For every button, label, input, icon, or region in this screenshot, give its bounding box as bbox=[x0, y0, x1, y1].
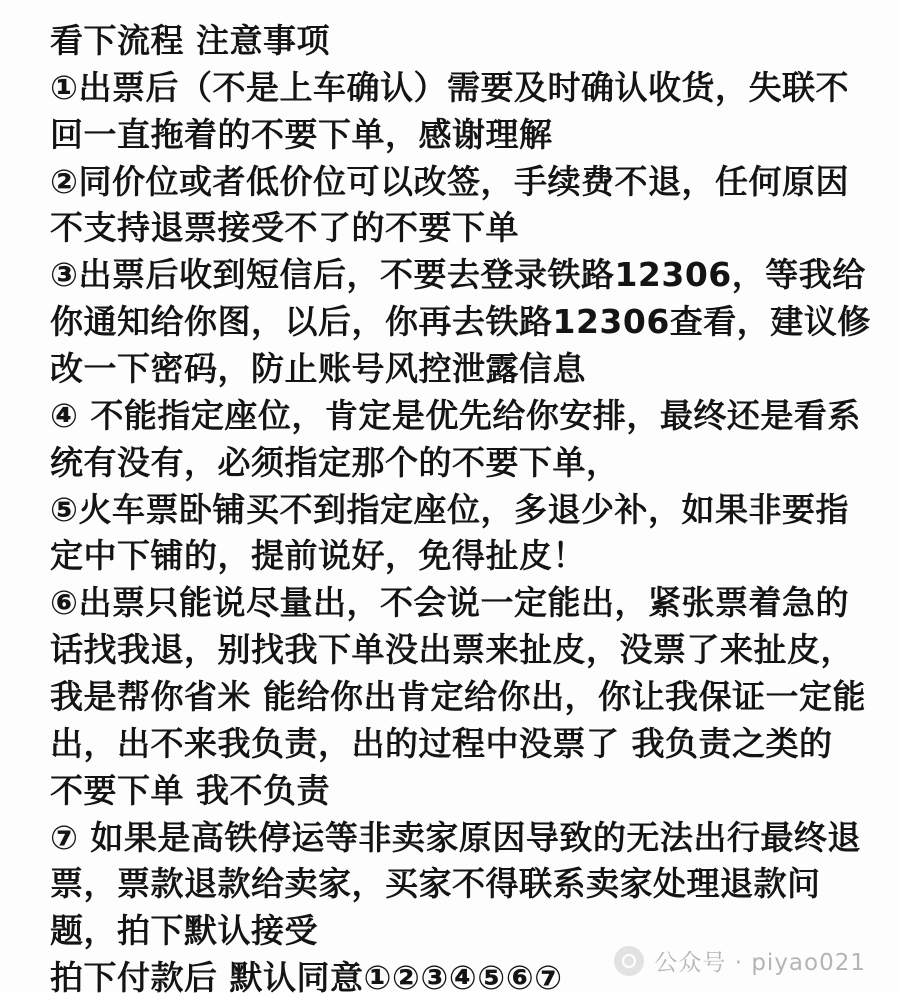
notice-item-5: ⑤火车票卧铺买不到指定座位，多退少补，如果非要指定中下铺的，提前说好，免得扯皮！ bbox=[50, 489, 849, 576]
account-badge-icon bbox=[614, 946, 644, 976]
notice-item-4: ④ 不能指定座位，肯定是优先给你安排，最终还是看系统有没有，必须指定那个的不要下单， bbox=[50, 395, 861, 482]
notice-item-1: ①出票后（不是上车确认）需要及时确认收货，失联不回一直拖着的不要下单，感谢理解 bbox=[50, 67, 849, 154]
watermark-text: 公众号 · piyao021 bbox=[654, 950, 866, 976]
notice-heading: 看下流程 注意事项 bbox=[50, 21, 330, 60]
notice-item-6: ⑥出票只能说尽量出，不会说一定能出，紧张票着急的话找我退，别找我下单没出票来扯皮，没票了来扯皮，我是帮你省米 能给你出肯定给你出，你让我保证一定能出，出不来我负责，出的过程中没票了 我负责之类的 不要下单 我不负责 bbox=[50, 583, 866, 810]
notice-item-7: ⑦ 如果是高铁停运等非卖家原因导致的无法出行最终退票，票款退款给卖家，买家不得联系卖家处理退款问题，拍下默认接受 bbox=[50, 817, 861, 951]
notice-footer: 拍下付款后 默认同意①②③④⑤⑥⑦ bbox=[50, 958, 563, 998]
notice-text-block bbox=[50, 18, 872, 1002]
notice-item-2: ②同价位或者低价位可以改签，手续费不退，任何原因不支持退票接受不了的不要下单 bbox=[50, 161, 849, 248]
notice-item-3: ③出票后收到短信后，不要去登录铁路12306，等我给你通知给你图，以后，你再去铁路12306查看，建议修改一下密码，防止账号风控泄露信息 bbox=[50, 255, 871, 389]
watermark bbox=[614, 944, 866, 977]
